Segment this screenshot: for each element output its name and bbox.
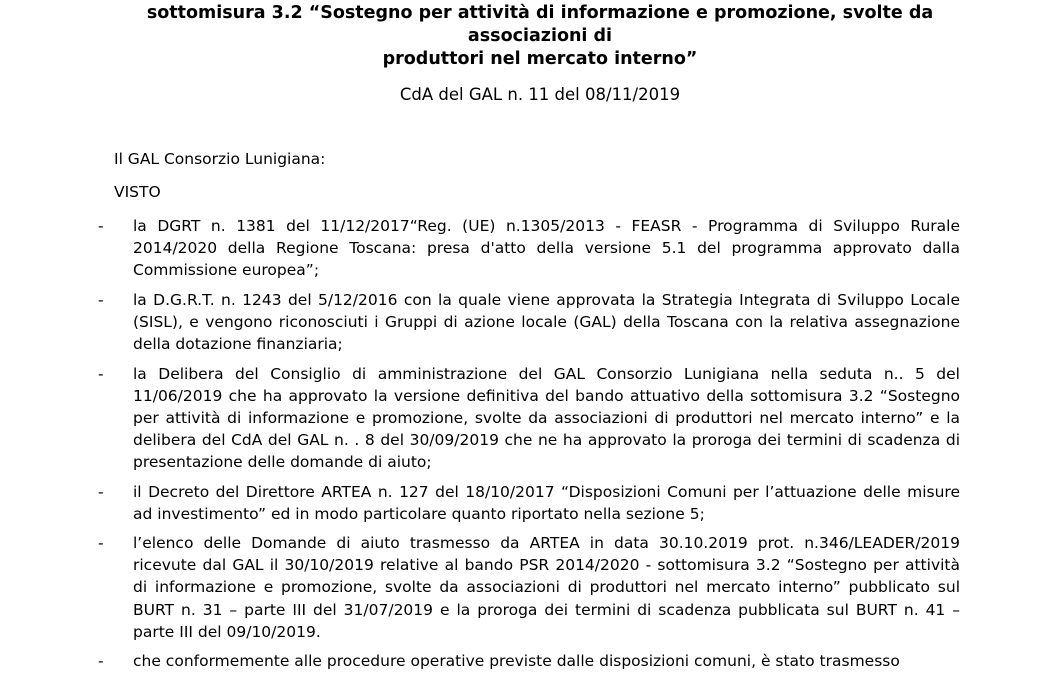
list-item-text: il Decreto del Direttore ARTEA n. 127 del 18/10/2017 “Disposizioni Comuni per l’attuazione delle misure ad investimento” ed in modo particolare quanto riportato nella sezione 5; (133, 482, 960, 523)
list-item-text: che conformemente alle procedure operative previste dalle disposizioni comuni, è stato trasmesso (133, 652, 900, 671)
intro-text: Il GAL Consorzio Lunigiana: (114, 150, 326, 168)
visto-list (98, 215, 960, 680)
list-item (98, 363, 960, 473)
list-item (98, 481, 960, 525)
document-header (130, 2, 950, 106)
list-item-text: la Delibera del Consiglio di amministrazione del GAL Consorzio Lunigiana nella seduta n.. 5 del 11/06/2019 che ha approvato la versione definitiva del bando attuativo della sottomisura 3.2 “Sostegno per attività di informazione e promozione, svolte da associazioni di produttori nel mercato interno” e la delibera del CdA del GAL n. . 8 del 30/09/2019 che ne ha approvato la proroga dei termini di scadenza di presentazione delle domande di aiuto; (133, 364, 960, 471)
bullet-dash: - (98, 482, 104, 501)
bullet-dash: - (98, 652, 104, 671)
bullet-dash: - (98, 217, 104, 235)
list-item (98, 532, 960, 642)
list-item (98, 289, 960, 355)
list-item (98, 650, 960, 672)
title-line-1: sottomisura 3.2 “Sostegno per attività di informazione e promozione, svolte da associazioni di (146, 3, 934, 46)
bullet-dash: - (98, 364, 104, 383)
list-item-text: la DGRT n. 1381 del 11/12/2017“Reg. (UE) n.1305/2013 - FEASR - Programma di Sviluppo Rurale 2014/2020 della Regione Toscana: presa d'atto della versione 5.1 del programma approvato dalla Commissione europea”; (133, 217, 960, 280)
bullet-dash: - (98, 290, 104, 309)
cda-reference: CdA del GAL n. 11 del 08/11/2019 (399, 85, 681, 104)
list-item-text: la D.G.R.T. n. 1243 del 5/12/2016 con la quale viene approvata la Strategia Integrata di Sviluppo Locale (SISL), e vengono riconosciuti i Gruppi di azione locale (GAL) della Toscana con la relativa assegnazione della dotazione finanziaria; (133, 290, 960, 353)
list-item (98, 215, 960, 281)
intro-section (114, 148, 960, 203)
title-line-2: produttori nel mercato interno” (382, 49, 698, 69)
list-item-text: l’elenco delle Domande di aiuto trasmesso da ARTEA in data 30.10.2019 prot. n.346/LEADER/2019 ricevute dal GAL il 30/10/2019 relative al bando PSR 2014/2020 - sottomisura 3.2 “Sostegno per attività di informazione e promozione, svolte da associazioni di produttori nel mercato interno” pubblicato sul BURT n. 31 – parte III del 31/07/2019 e la proroga dei termini di scadenza pubblicata sul BURT n. 41 – parte III del 09/10/2019. (133, 534, 960, 641)
bullet-dash: - (98, 534, 104, 553)
visto-heading: VISTO (114, 183, 161, 201)
